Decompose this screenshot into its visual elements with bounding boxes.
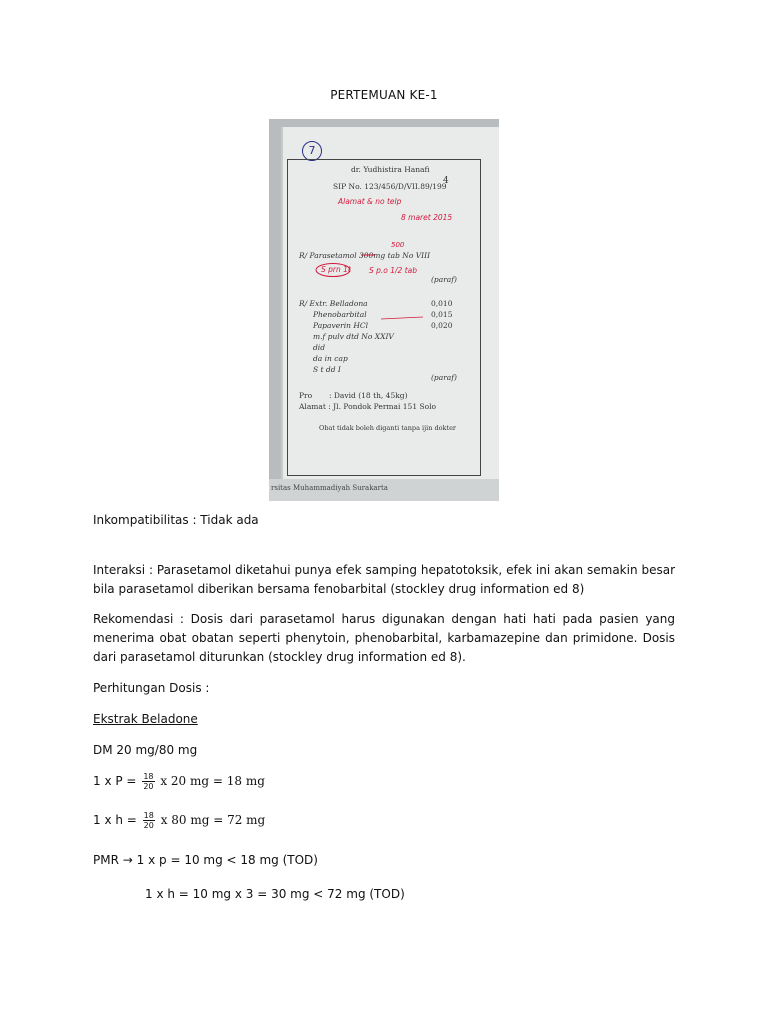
paraf-2: (paraf) [431, 373, 457, 382]
rx2-item-2-amount: 0,015 [431, 310, 453, 319]
arrow-right-icon: → [122, 853, 133, 867]
calc1-numerator: 18 [143, 772, 154, 781]
address-note: Alamat & no telp [338, 197, 402, 206]
calc2-denominator: 20 [143, 821, 154, 830]
rx2-line: did [313, 343, 326, 352]
perhitungan-heading: Perhitungan Dosis : [93, 681, 210, 695]
rekomendasi-paragraph: Rekomendasi : Dosis dari parasetamol harus digunakan dengan hati hati pada pasien yang menerima obat obatan seperti phenytoin, phenobarbital, karbamazepine dan primidone. Dosis dari parasetamol diturunkan (stockley drug information ed 8). [93, 612, 675, 664]
rx1-red-sign: S p.o 1/2 tab [369, 266, 418, 275]
calc2-fraction [143, 811, 155, 830]
photo-footer [269, 479, 499, 501]
prescription-markings [283, 127, 499, 479]
rx2-title: R/ Extr. Belladona [299, 299, 368, 308]
inkompatibilitas: Inkompatibilitas : Tidak ada [93, 513, 259, 527]
substitution-warning: Obat tidak boleh diganti tanpa ijin dokter [319, 424, 457, 432]
page-title: PERTEMUAN KE-1 [330, 88, 438, 102]
rx2-item-3-amount: 0,020 [431, 321, 453, 330]
doctor-name: dr. Yudhistira Hanafi [351, 165, 430, 174]
calc-line-2 [93, 811, 675, 830]
prescription-photo [269, 119, 499, 501]
rx1-sign-circle-mark [316, 264, 350, 277]
university-footer: rsitas Muhammadiyah Surakarta [271, 484, 388, 492]
calc1-prefix: 1 x P = [93, 774, 137, 788]
calc2-numerator: 18 [143, 811, 154, 820]
date-note: 8 maret 2015 [401, 213, 453, 222]
interaksi-paragraph: Interaksi : Parasetamol diketahui punya efek samping hepatotoksik, efek ini akan semakin besar bila parasetamol diberikan bersama fenobarbital (stockley drug information ed 8) [93, 563, 675, 596]
patient-label: Pro [299, 391, 313, 400]
dose-correction: 500 [391, 241, 405, 249]
pmr-label: PMR [93, 853, 119, 867]
paraf-1: (paraf) [431, 275, 457, 284]
rx2-line: da in cap [313, 354, 348, 363]
sip-number: SIP No. 123/456/D/VII.89/199 [333, 182, 447, 191]
rx2-line: S t dd I [313, 365, 341, 374]
dm-line: DM 20 mg/80 mg [93, 743, 198, 757]
prescription-paper [283, 127, 499, 479]
rx2-item-2: Phenobarbital [313, 310, 367, 319]
pmr-line-2: 1 x h = 10 mg x 3 = 30 mg < 72 mg (TOD) [145, 887, 405, 901]
patient-value: : David (18 th, 45kg) [329, 391, 408, 400]
calc1-rest: x 20 mg = 18 mg [160, 774, 265, 788]
calc-line-1 [93, 772, 675, 791]
calc2-rest: x 80 mg = 72 mg [160, 813, 266, 827]
sip-suffix: 4 [443, 176, 449, 186]
patient-address: Alamat : Jl. Pondok Permai 151 Solo [299, 402, 437, 411]
rx2-item-3: Papaverin HCl [313, 321, 369, 330]
rx2-line: m.f pulv dtd No XXIV [313, 332, 394, 341]
calc2-prefix: 1 x h = [93, 813, 137, 827]
ekstrak-heading: Ekstrak Beladone [93, 712, 198, 726]
number-badge: 7 [302, 141, 322, 161]
calc1-fraction [142, 772, 154, 791]
rx2-title-amount: 0,010 [431, 299, 453, 308]
pmr-line-1 [93, 851, 675, 870]
rx1-line: R/ Parasetamol 300mg tab No VIII [299, 251, 431, 260]
calc1-denominator: 20 [143, 782, 154, 791]
rx2-item-underline [381, 317, 423, 319]
rx1-sign-circled: S prn 1t [321, 265, 351, 274]
pmr-calc-1: 1 x p = 10 mg < 18 mg (TOD) [136, 853, 318, 867]
